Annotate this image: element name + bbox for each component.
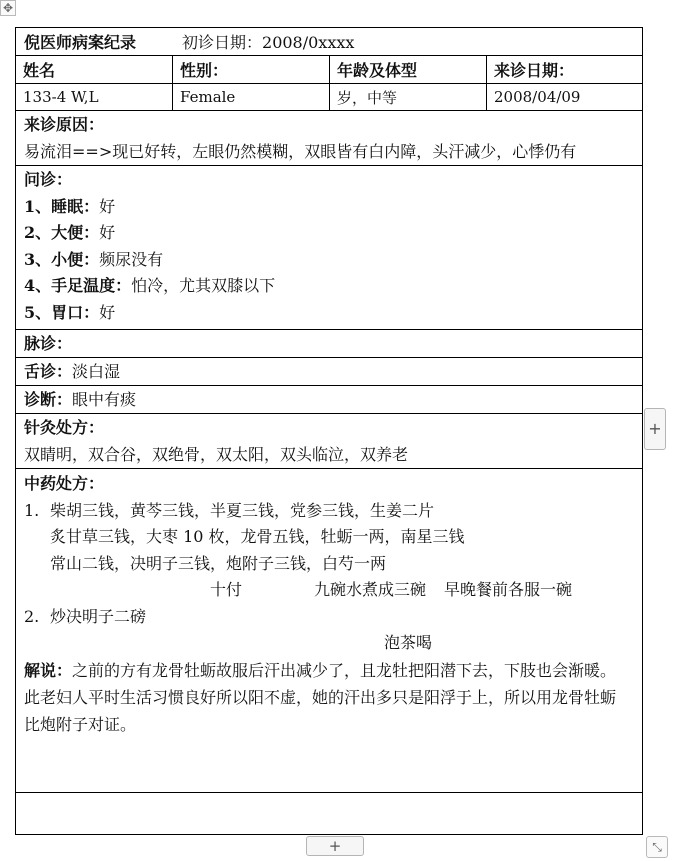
rx2-line (24, 604, 634, 631)
acupuncture-label: 针灸处方： (24, 418, 105, 437)
table-move-handle[interactable] (0, 0, 16, 16)
add-row-button[interactable] (306, 836, 364, 856)
tongue-section (16, 358, 642, 386)
diagnosis-value: 眼中有痰 (72, 390, 137, 409)
inquiry-item-urine (24, 247, 634, 274)
add-column-button[interactable] (644, 408, 666, 450)
rx1-decoction: 九碗水煮成三碗 (314, 580, 427, 599)
diagnosis-section (16, 386, 642, 414)
acupuncture-section (16, 414, 642, 469)
explanation-paragraph (24, 657, 634, 738)
rx1-usage: 早晚餐前各服一碗 (444, 580, 573, 599)
rx2-usage: 泡茶喝 (384, 633, 433, 652)
rx1-dose: 十付 (210, 580, 243, 599)
inquiry-item-label: 4、手足温度： (24, 276, 132, 295)
header-name: 姓名 (16, 56, 173, 83)
explanation-text: 之前的方有龙骨牡蛎故服后汗出减少了，且龙牡把阳潜下去，下肢也会渐暖。此老妇人平时生活习惯良好所以阳不虚，她的汗出多只是阳浮于上，所以用龙骨牡蛎比炮附子对证。 (24, 660, 617, 734)
inquiry-item-value: 好 (99, 302, 116, 322)
inquiry-item-value: 好 (99, 196, 116, 216)
inquiry-item-value: 怕冷，尤其双膝以下 (131, 276, 276, 295)
value-age-build: 岁，中等 (330, 84, 487, 110)
explanation-label: 解说： (24, 660, 73, 680)
rx1-dosage-line (210, 577, 634, 604)
first-visit-date: 初诊日期：2008/0xxxx (182, 33, 355, 52)
inquiry-item-sleep (24, 194, 634, 221)
table-resize-handle[interactable] (646, 836, 668, 858)
value-gender: Female (173, 84, 330, 110)
inquiry-item-stool (24, 220, 634, 247)
record-title: 倪医师病案纪录 (24, 33, 137, 52)
inquiry-item-label: 2、大便： (24, 223, 100, 242)
inquiry-item-value: 好 (99, 223, 116, 242)
rx2-text: 炒决明子二磅 (50, 606, 147, 626)
header-gender: 性别： (173, 56, 330, 83)
visit-reason-text: 易流泪==>现已好转，左眼仍然模糊，双眼皆有白内障，头汗减少，心悸仍有 (24, 141, 577, 161)
header-visit-date: 来诊日期： (494, 61, 575, 80)
move-icon: ✥ (2, 1, 14, 15)
herbal-section (16, 469, 642, 793)
resize-icon: ⤡ (652, 840, 662, 854)
pulse-section (16, 330, 642, 358)
title-row (16, 28, 642, 56)
medical-record-table (15, 27, 643, 835)
herbal-label: 中药处方： (24, 474, 105, 493)
inquiry-item-value: 频尿没有 (99, 249, 164, 269)
inquiry-item-limb-temp (24, 273, 634, 300)
visit-reason-label: 来诊原因： (24, 115, 105, 134)
inquiry-item-label: 1、睡眠： (24, 196, 100, 216)
empty-row[interactable] (16, 793, 642, 838)
plus-icon: + (648, 419, 662, 438)
tongue-label: 舌诊： (24, 362, 73, 381)
rx2-number: 2. (24, 606, 40, 626)
acupuncture-text: 双睛明，双合谷，双绝骨，双太阳，双头临泣，双养老 (24, 444, 409, 464)
inquiry-item-appetite (24, 300, 634, 327)
value-name: 133-4 W,L (16, 84, 173, 110)
visit-reason-section (16, 111, 642, 166)
rx1-line-3: 常山二钱，决明子三钱，炮附子三钱，白芍一两 (50, 553, 387, 573)
inquiry-item-label: 5、胃口： (24, 302, 100, 322)
value-visit-date: 2008/04/09 (494, 88, 581, 106)
rx1-text: 柴胡三钱，黄芩三钱，半夏三钱，党参三钱，生姜二片 (50, 500, 435, 520)
info-value-row (16, 84, 642, 111)
plus-icon: + (328, 837, 342, 855)
pulse-label: 脉诊： (24, 334, 73, 353)
inquiry-label: 问诊： (24, 170, 73, 189)
inquiry-item-label: 3、小便： (24, 249, 100, 269)
rx1-line-1 (24, 498, 634, 525)
header-age-build: 年龄及体型 (330, 56, 487, 83)
tongue-value: 淡白湿 (72, 362, 121, 381)
rx1-number: 1. (24, 500, 40, 520)
inquiry-section (16, 166, 642, 330)
rx1-line-2: 炙甘草三钱，大枣 10 枚，龙骨五钱，牡蛎一两，南星三钱 (50, 527, 465, 546)
info-header-row (16, 56, 642, 84)
diagnosis-label: 诊断： (24, 390, 73, 409)
